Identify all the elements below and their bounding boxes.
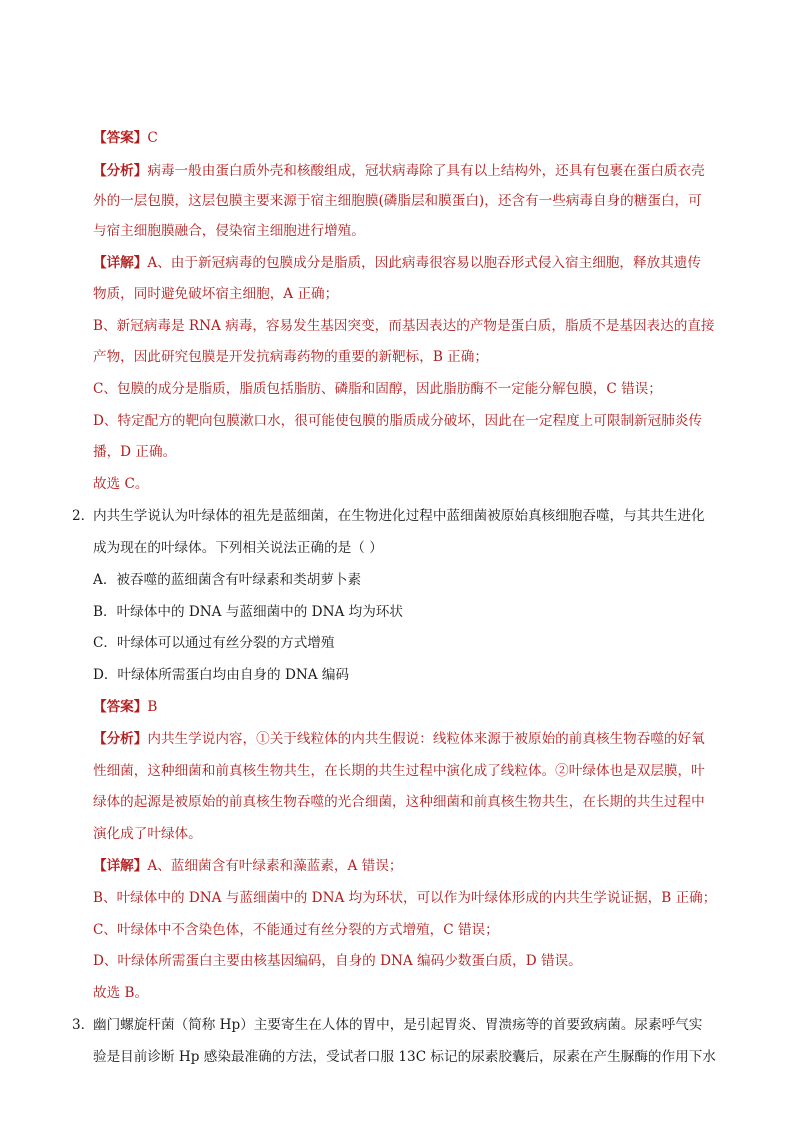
q2-conclusion: 故选 B。 [93,985,149,1001]
q3-stem-line-1: 幽门螺旋杆菌（简称 Hp）主要寄生在人体的胃中，是引起胃炎、胃溃疡等的首要致病菌。尿素呼气实 [93,1017,703,1033]
q1-detail-line-3: B、新冠病毒是 RNA 病毒，容易发生基因突变，而基因表达的产物是蛋白质，脂质不是基因表达的直接 [93,318,715,334]
q2-analysis-line-4: 演化成了叶绿体。 [93,826,202,842]
q2-analysis-line-3: 绿体的起源是被原始的前真核生物吞噬的光合细菌，这种细菌和前真核生物共生，在长期的共生过程中 [93,794,705,810]
q2-option-d: D．叶绿体所需蛋白均由自身的 DNA 编码 [93,667,350,683]
q2-answer-line [93,697,733,717]
q1-detail-line-2: 物质，同时避免破坏宿主细胞，A 正确； [93,286,339,302]
q2-stem-line-1: 内共生学说认为叶绿体的祖先是蓝细菌，在生物进化过程中蓝细菌被原始真核细胞吞噬，与其共生进化 [93,508,705,524]
q2-detail-line-3: C、叶绿体中不含染色体，不能通过有丝分裂的方式增殖，C 错误； [93,922,499,938]
analysis-text: 病毒一般由蛋白质外壳和核酸组成，冠状病毒除了具有以上结构外，还具有包裹在蛋白质衣壳 [147,163,705,179]
answer-value: B [147,699,158,715]
q2-detail-line-2: B、叶绿体中的 DNA 与蓝细菌中的 DNA 均为环状，可以作为叶绿体形成的内共生学说证据，B 正确； [93,890,717,906]
q1-detail-line-7: 播，D 正确。 [93,444,177,460]
answer-tag: 【答案】 [93,699,148,715]
answer-tag: 【答案】 [93,130,148,146]
detail-text: A、蓝细菌含有叶绿素和藻蓝素，A 错误； [147,858,403,874]
detail-text: A、由于新冠病毒的包膜成分是脂质，因此病毒很容易以胞吞形式侵入宿主细胞，释放其遗传 [147,255,701,271]
q1-conclusion: 故选 C。 [93,476,149,492]
q2-option-c: C．叶绿体可以通过有丝分裂的方式增殖 [93,635,335,651]
q2-option-a: A．被吞噬的蓝细菌含有叶绿素和类胡萝卜素 [93,572,362,588]
analysis-text: 内共生学说内容，①关于线粒体的内共生假说：线粒体来源于被原始的前真核生物吞噬的好氧 [147,731,705,747]
q3-stem-line-2: 验是目前诊断 Hp 感染最准确的方法，受试者口服 13C 标记的尿素胶囊后，尿素在产生脲酶的作用下水 [93,1049,716,1065]
q1-analysis-line-1 [93,161,733,181]
q2-option-b: B．叶绿体中的 DNA 与蓝细菌中的 DNA 均为环状 [93,604,403,620]
q1-answer-line [93,128,733,148]
analysis-tag: 【分析】 [93,731,148,747]
q1-detail-line-6: D、特定配方的靶向包膜漱口水，很可能使包膜的脂质成分破坏，因此在一定程度上可限制新冠肺炎传 [93,413,703,429]
q1-detail-line-5: C、包膜的成分是脂质，脂质包括脂肪、磷脂和固醇，因此脂肪酶不一定能分解包膜，C 错误； [93,381,662,397]
q1-analysis-line-3: 与宿主细胞膜融合，侵染宿主细胞进行增殖。 [93,223,365,239]
q2-number: 2． [72,508,95,524]
detail-tag: 【详解】 [93,255,148,271]
q1-analysis-line-2: 外的一层包膜，这层包膜主要来源于宿主细胞膜(磷脂层和膜蛋白)，还含有一些病毒自身的糖蛋白，可 [93,193,702,209]
analysis-tag: 【分析】 [93,163,148,179]
detail-tag: 【详解】 [93,858,148,874]
q2-detail-line-4: D、叶绿体所需蛋白主要由核基因编码，自身的 DNA 编码少数蛋白质，D 错误。 [93,953,582,969]
q3-number: 3． [72,1017,95,1033]
answer-value: C [147,130,158,146]
q2-analysis-line-2: 性细菌，这种细菌和前真核生物共生，在长期的共生过程中演化成了线粒体。②叶绿体也是双层膜，叶 [93,763,705,779]
q1-detail-line-4: 产物，因此研究包膜是开发抗病毒药物的重要的新靶标，B 正确； [93,349,488,365]
q2-analysis-line-1 [93,729,733,749]
q2-stem-line-2: 成为现在的叶绿体。下列相关说法正确的是（ ） [93,540,383,556]
q1-detail-line-1 [93,253,733,273]
q2-detail-line-1 [93,856,733,876]
